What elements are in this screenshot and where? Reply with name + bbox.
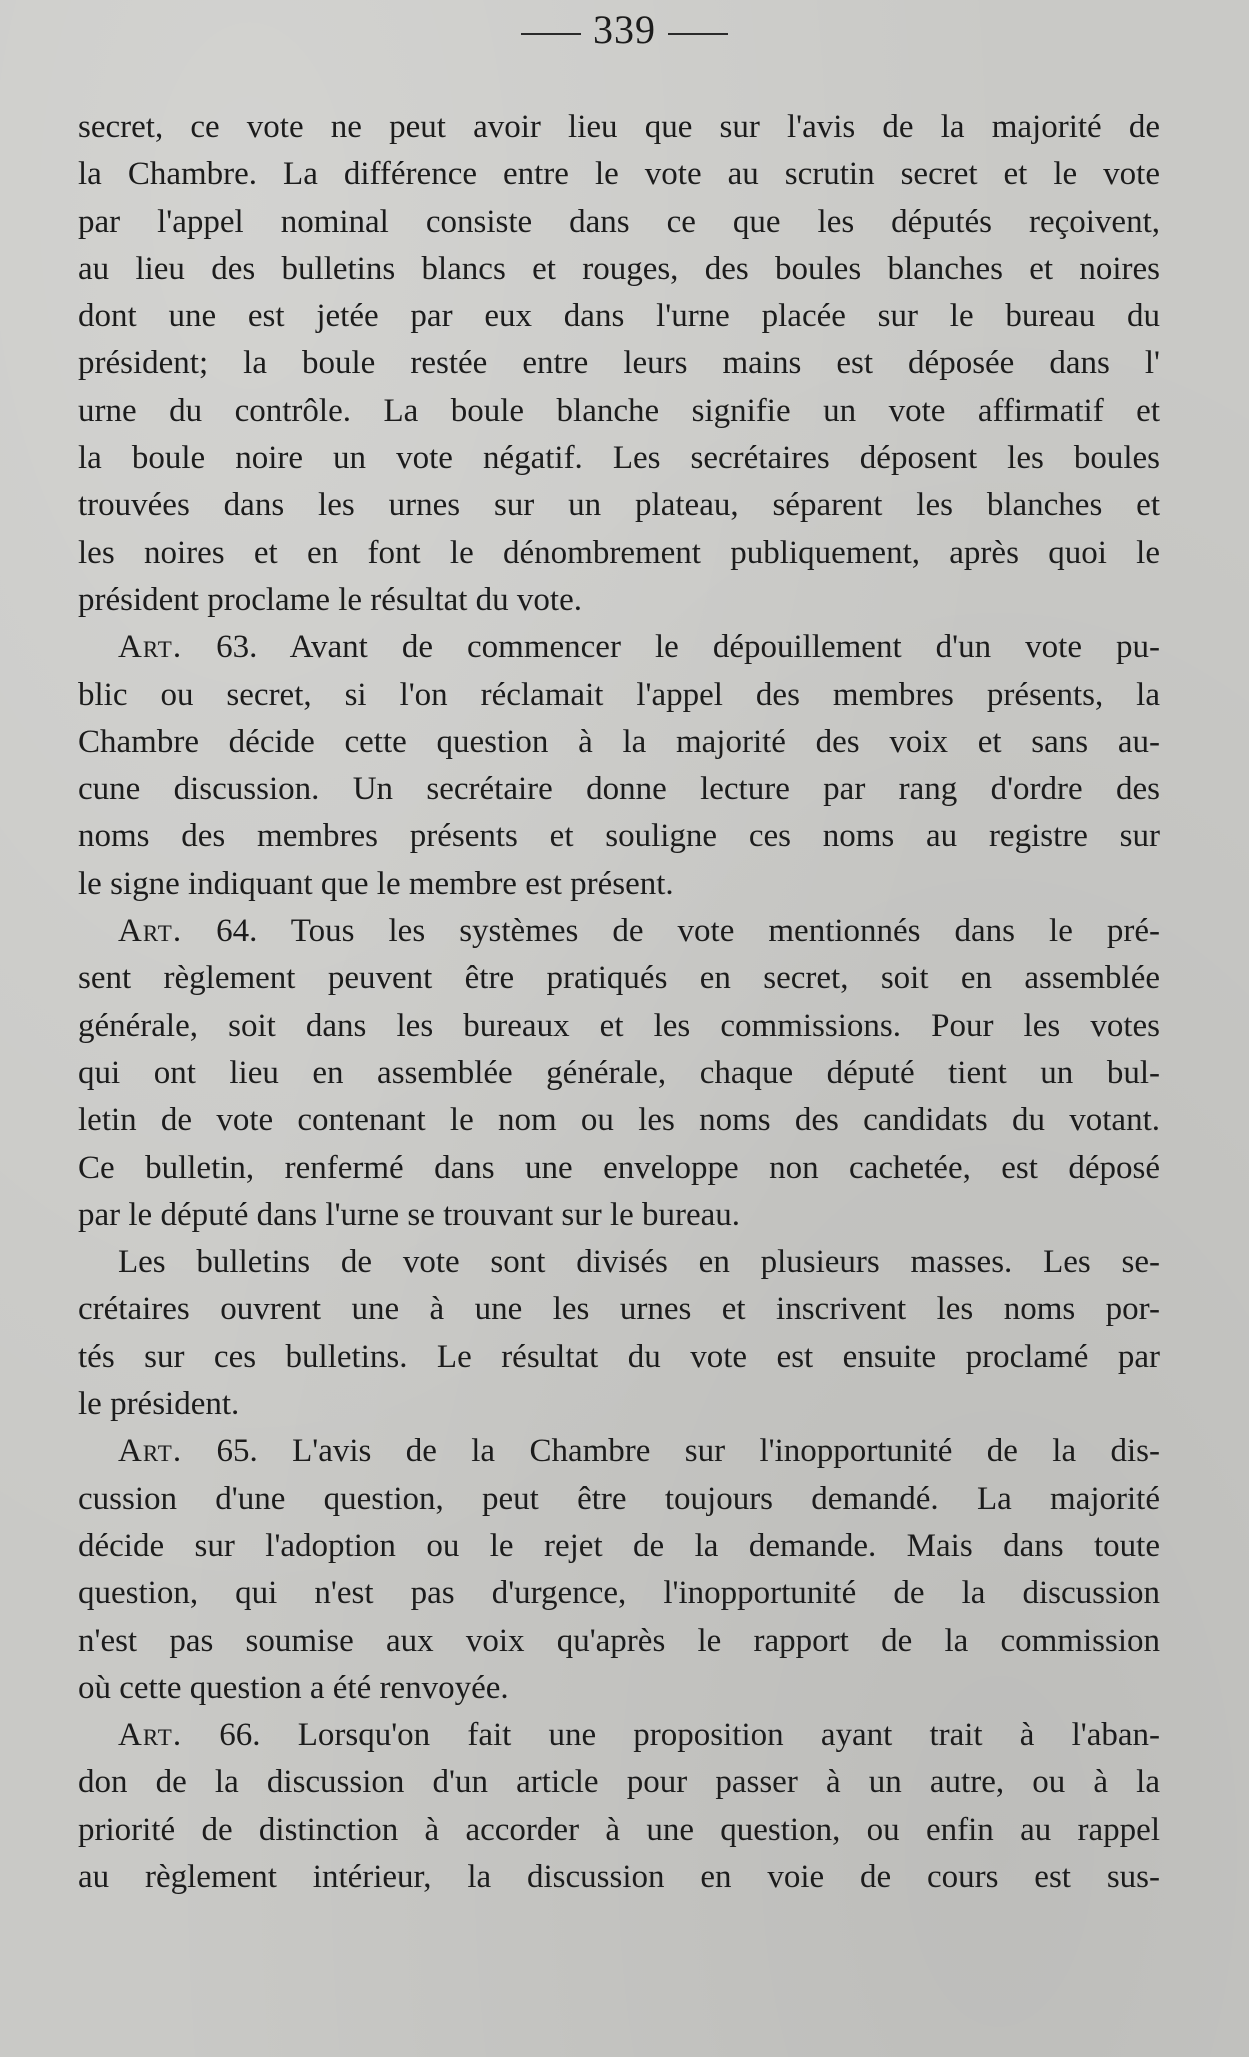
text-line xyxy=(78,1476,1160,1523)
text-line xyxy=(78,1712,1160,1759)
text-line xyxy=(78,388,1160,435)
line-text: les noires et en font le dénombrement publiquement, après quoi le xyxy=(78,534,1160,571)
header-dash-left xyxy=(521,33,581,35)
line-text: priorité de distinction à accorder à une question, ou enfin au rappel xyxy=(78,1811,1160,1848)
text-line xyxy=(78,246,1160,293)
text-line xyxy=(78,1807,1160,1854)
text-line xyxy=(78,1050,1160,1097)
text-line xyxy=(78,104,1160,151)
text-line xyxy=(78,293,1160,340)
line-text: par le député dans l'urne se trouvant sur le bureau. xyxy=(78,1196,741,1233)
line-text: blic ou secret, si l'on réclamait l'appel des membres présents, la xyxy=(78,676,1160,713)
text-line xyxy=(78,624,1160,671)
article-label: Art. xyxy=(118,629,183,666)
text-line xyxy=(78,813,1160,860)
line-text: cune discussion. Un secrétaire donne lecture par rang d'ordre des xyxy=(78,771,1160,808)
text-line xyxy=(78,1334,1160,1381)
text-line xyxy=(78,1665,1160,1712)
line-text: décide sur l'adoption ou le rejet de la demande. Mais dans toute xyxy=(78,1527,1160,1564)
text-line xyxy=(78,1239,1160,1286)
line-text: la boule noire un vote négatif. Les secrétaires déposent les boules xyxy=(78,440,1160,477)
line-text: don de la discussion d'un article pour passer à un autre, ou à la xyxy=(78,1764,1160,1801)
text-line xyxy=(78,1618,1160,1665)
line-text: au lieu des bulletins blancs et rouges, des boules blanches et noires xyxy=(78,250,1160,287)
text-line xyxy=(78,908,1160,955)
text-line xyxy=(78,1523,1160,1570)
text-line xyxy=(78,1286,1160,1333)
text-line xyxy=(78,482,1160,529)
line-text: qui ont lieu en assemblée générale, chaque député tient un bul- xyxy=(78,1054,1160,1091)
line-text: le signe indiquant que le membre est présent. xyxy=(78,865,674,902)
text-line xyxy=(78,1381,1160,1428)
text-line xyxy=(78,1192,1160,1239)
article-label: Art. xyxy=(118,913,183,950)
header-dash-right xyxy=(668,33,728,35)
article-label: Art. xyxy=(118,1433,183,1470)
line-text: sent règlement peuvent être pratiqués en secret, soit en assemblée xyxy=(78,960,1160,997)
line-text: 66. Lorsqu'on fait une proposition ayant trait à l'aban- xyxy=(219,1717,1161,1754)
line-text: Ce bulletin, renfermé dans une enveloppe non cachetée, est déposé xyxy=(78,1149,1160,1186)
line-text: crétaires ouvrent une à une les urnes et inscrivent les noms por- xyxy=(78,1291,1160,1328)
line-text: par l'appel nominal consiste dans ce que les députés reçoivent, xyxy=(78,203,1160,240)
line-text: générale, soit dans les bureaux et les commissions. Pour les votes xyxy=(78,1007,1160,1044)
line-text: secret, ce vote ne peut avoir lieu que sur l'avis de la majorité de xyxy=(78,109,1160,145)
line-text: urne du contrôle. La boule blanche signifie un vote affirmatif et xyxy=(78,392,1160,429)
line-text: question, qui n'est pas d'urgence, l'inopportunité de la discussion xyxy=(78,1575,1160,1612)
line-text: président proclame le résultat du vote. xyxy=(78,581,582,618)
line-text: président; la boule restée entre leurs mains est déposée dans l' xyxy=(78,345,1160,382)
text-line xyxy=(78,1428,1160,1475)
line-text: trouvées dans les urnes sur un plateau, séparent les blanches et xyxy=(78,487,1160,524)
text-line xyxy=(78,766,1160,813)
line-text: Les bulletins de vote sont divisés en plusieurs masses. Les se- xyxy=(118,1244,1160,1281)
text-line xyxy=(78,1097,1160,1144)
line-text: le président. xyxy=(78,1386,240,1423)
text-line xyxy=(78,861,1160,908)
article-label: Art. xyxy=(118,1717,183,1754)
text-line xyxy=(78,530,1160,577)
text-line xyxy=(78,1854,1160,1901)
line-text: letin de vote contenant le nom ou les noms des candidats du votant. xyxy=(78,1102,1160,1139)
text-line xyxy=(78,1759,1160,1806)
text-line xyxy=(78,577,1160,624)
text-line xyxy=(78,151,1160,198)
line-text: 63. Avant de commencer le dépouillement d'un vote pu- xyxy=(216,629,1160,666)
text-line xyxy=(78,1145,1160,1192)
line-text: la Chambre. La différence entre le vote au scrutin secret et le vote xyxy=(78,156,1160,193)
line-text: noms des membres présents et souligne ces noms au registre sur xyxy=(78,818,1160,855)
text-line xyxy=(78,340,1160,387)
line-text: dont une est jetée par eux dans l'urne placée sur le bureau du xyxy=(78,298,1160,335)
line-text: n'est pas soumise aux voix qu'après le rapport de la commission xyxy=(78,1622,1160,1659)
line-text: cussion d'une question, peut être toujours demandé. La majorité xyxy=(78,1480,1160,1517)
text-line xyxy=(78,435,1160,482)
text-line xyxy=(78,719,1160,766)
text-line xyxy=(78,672,1160,719)
line-text: où cette question a été renvoyée. xyxy=(78,1669,509,1706)
text-line xyxy=(78,1570,1160,1617)
text-line xyxy=(78,1003,1160,1050)
line-text: Chambre décide cette question à la majorité des voix et sans au- xyxy=(78,723,1160,760)
line-text: tés sur ces bulletins. Le résultat du vote est ensuite proclamé par xyxy=(78,1338,1160,1375)
text-line xyxy=(78,199,1160,246)
page-number: 339 xyxy=(593,7,656,52)
line-text: 64. Tous les systèmes de vote mentionnés dans le pré- xyxy=(216,913,1161,950)
body-text xyxy=(78,104,1160,1901)
line-text: 65. L'avis de la Chambre sur l'inopportunité de la dis- xyxy=(216,1433,1160,1470)
line-text: au règlement intérieur, la discussion en voie de cours est sus- xyxy=(78,1858,1160,1895)
page-header xyxy=(0,6,1249,53)
text-line xyxy=(78,955,1160,1002)
